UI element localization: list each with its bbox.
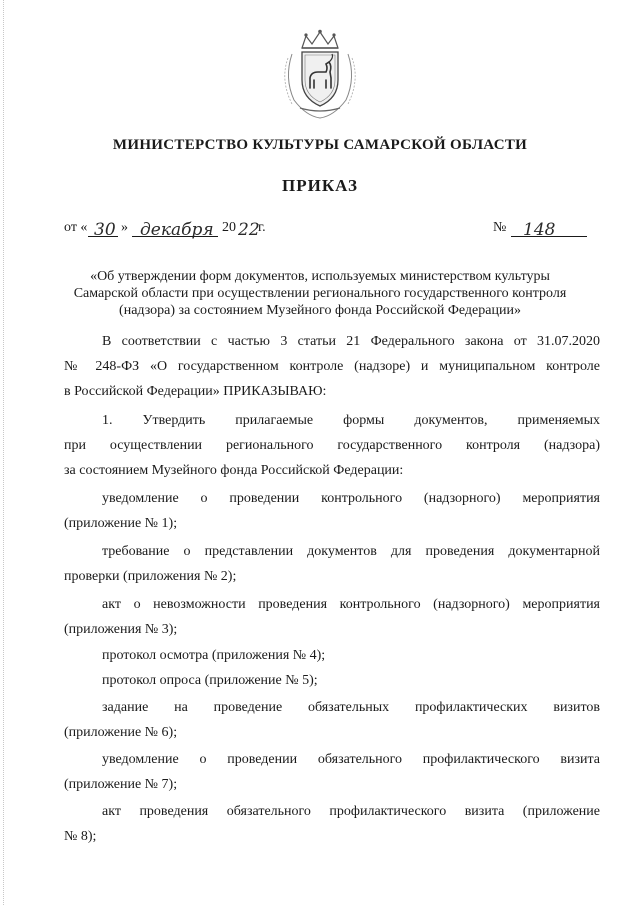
coat-of-arms-emblem-icon bbox=[278, 28, 362, 120]
title-line: «Об утверждении форм документов, используемых министерством культуры bbox=[90, 269, 550, 284]
body-line: в Российской Федерации» ПРИКАЗЫВАЮ: bbox=[64, 384, 327, 399]
body-line: № 248-ФЗ «О государственном контроле (надзоре) и муниципальном контроле bbox=[64, 359, 600, 374]
order-title bbox=[60, 268, 580, 319]
date-quote-close: » bbox=[121, 220, 128, 235]
body-line: (приложение № 1); bbox=[64, 516, 178, 531]
date-suffix: г. bbox=[258, 220, 266, 235]
body-line: (приложения № 3); bbox=[64, 622, 178, 637]
date-year-prefix: 20 bbox=[222, 220, 236, 235]
body-line: требование о представлении документов для проведения документарной bbox=[102, 544, 600, 559]
body-line: уведомление о проведении контрольного (надзорного) мероприятия bbox=[102, 491, 600, 506]
date-day-underline bbox=[88, 236, 118, 237]
title-line: Самарской области при осуществлении регионального государственного контроля bbox=[73, 286, 567, 301]
body-line: за состоянием Музейного фонда Российской Федерации: bbox=[64, 463, 404, 478]
number-label: № bbox=[493, 220, 507, 235]
body-line: проверки (приложения № 2); bbox=[64, 569, 237, 584]
body-line: акт о невозможности проведения контрольного (надзорного) мероприятия bbox=[102, 597, 600, 612]
body-line: № 8); bbox=[64, 829, 97, 844]
ministry-name: МИНИСТЕРСТВО КУЛЬТУРЫ САМАРСКОЙ ОБЛАСТИ bbox=[112, 137, 528, 153]
number-underline bbox=[511, 236, 587, 237]
body-line: (приложение № 7); bbox=[64, 777, 178, 792]
body-line: задание на проведение обязательных профилактических визитов bbox=[102, 700, 600, 715]
body-line: (приложение № 6); bbox=[64, 725, 178, 740]
body-line: 1. Утвердить прилагаемые формы документов, применяемых bbox=[102, 413, 600, 428]
date-day-handwritten: 30 bbox=[94, 220, 116, 240]
date-month-underline bbox=[132, 236, 218, 237]
body-line: акт проведения обязательного профилактического визита (приложение bbox=[102, 804, 600, 819]
body-line: протокол опроса (приложение № 5); bbox=[102, 673, 318, 688]
date-prefix: от « bbox=[64, 220, 88, 235]
order-number bbox=[493, 216, 593, 240]
scan-edge-marks bbox=[3, 0, 7, 905]
title-line: (надзора) за состоянием Музейного фонда Российской Федерации» bbox=[119, 303, 521, 318]
body-line: при осуществлении регионального государственного контроля (надзора) bbox=[64, 438, 600, 453]
body-line: протокол осмотра (приложения № 4); bbox=[102, 648, 326, 663]
date-year-handwritten: 22 bbox=[238, 220, 260, 240]
document-type-heading: ПРИКАЗ bbox=[282, 176, 358, 195]
date-month-handwritten: декабря bbox=[140, 220, 214, 240]
body-line: уведомление о проведении обязательного профилактического визита bbox=[102, 752, 600, 767]
order-date bbox=[64, 216, 274, 240]
body-line: В соответствии с частью 3 статьи 21 Федерального закона от 31.07.2020 bbox=[102, 334, 600, 349]
number-value-handwritten: 148 bbox=[523, 220, 556, 240]
